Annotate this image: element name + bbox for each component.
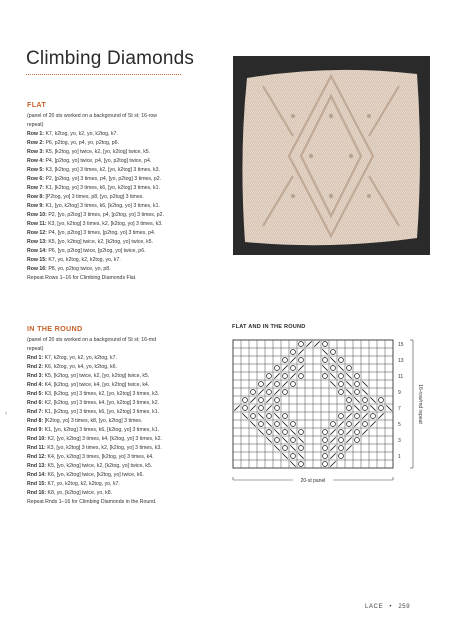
row-label: Row 11: <box>27 221 47 227</box>
row-text: K1, [yo, k2tog] 3 times, k6, [k2tog, yo] 3 times, k1. <box>44 427 160 433</box>
flat-instructions <box>27 112 227 283</box>
row-text: K5, [yo, k2tog] twice, k2, [k2tog, yo] twice, k5. <box>47 463 153 469</box>
chart-title: FLAT AND IN THE ROUND <box>232 324 306 330</box>
row-text: K6, k2tog, yo, k4, yo, k2tog, k6. <box>44 364 117 370</box>
row-label: Rnd 11: <box>27 445 46 451</box>
knitted-swatch-photo <box>233 56 430 255</box>
row-text: P4, [yo, p2tog] 3 times, [p2tog, yo] 3 times, p4. <box>48 230 156 236</box>
instruction-line <box>27 336 227 345</box>
row-label: Rnd 1: <box>27 355 44 361</box>
row-text: K3, [yo, k2tog] 3 times, k2, [k2tog, yo] 3 times, k3. <box>48 221 163 227</box>
row-label: Row 13: <box>27 239 47 245</box>
row-label: Rnd 8: <box>27 418 44 424</box>
row-label: Row 9: <box>27 203 45 209</box>
row-text: K7, yo, k2tog, k2, k2tog, yo, k7. <box>48 257 121 263</box>
row-text: K6, [yo, k2tog] twice, [k2tog, yo] twice, k6. <box>47 472 144 478</box>
row-label: Rnd 16: <box>27 490 47 496</box>
row-text: K2, [yo, k2tog] 3 times, k4, [k2tog, yo] 3 times, k2. <box>47 436 162 442</box>
row-label: Rnd 7: <box>27 409 44 415</box>
instruction-line <box>27 184 227 193</box>
row-text: (panel of 20 sts worked on a background of St st; 16-row <box>27 113 158 119</box>
instruction-line <box>27 265 227 274</box>
instruction-line <box>27 399 227 408</box>
instruction-line <box>27 175 227 184</box>
instruction-line <box>27 408 227 417</box>
page-title: Climbing Diamonds <box>26 48 195 69</box>
instruction-line <box>27 444 227 453</box>
knitting-chart <box>231 338 431 498</box>
row-label: Row 16: <box>27 266 47 272</box>
row-text: K8, yo, [k2tog] twice, yo, k8. <box>47 490 113 496</box>
row-text: K7, k2tog, yo, k2, yo, k2tog, k7. <box>45 131 118 137</box>
instruction-line <box>27 498 227 507</box>
instruction-line <box>27 471 227 480</box>
row-text: K3, [yo, k2tog] 3 times, k2, [k2tog, yo] 3 times, k3. <box>47 445 162 451</box>
instruction-line <box>27 363 227 372</box>
row-label: Rnd 15: <box>27 481 47 487</box>
row-label: Row 1: <box>27 131 45 137</box>
instruction-line <box>27 238 227 247</box>
row-text: K1, [k2tog, yo] 3 times, k6, [yo, k2tog] 3 times, k1. <box>44 409 160 415</box>
instruction-line <box>27 489 227 498</box>
instruction-line <box>27 211 227 220</box>
instruction-line <box>27 426 227 435</box>
row-label: Rnd 5: <box>27 391 44 397</box>
instruction-line <box>27 247 227 256</box>
row-label: Row 6: <box>27 176 45 182</box>
in-the-round-heading: IN THE ROUND <box>27 324 83 333</box>
row-label: Row 14: <box>27 248 47 254</box>
row-label: Rnd 6: <box>27 400 44 406</box>
instruction-line <box>27 390 227 399</box>
row-text: repeat) <box>27 346 44 352</box>
page-number: 259 <box>398 604 411 610</box>
row-text: K5, [k2tog, yo] twice, k2, [yo, k2tog] twice, k5. <box>44 373 150 379</box>
instruction-line <box>27 130 227 139</box>
instruction-line <box>27 166 227 175</box>
row-label: Row 3: <box>27 149 45 155</box>
row-text: P6, p2tog, yo, p4, yo, p2tog, p6. <box>45 140 120 146</box>
row-text: Repeat Rows 1–16 for Climbing Diamonds Flat. <box>27 275 137 281</box>
flat-heading: FLAT <box>27 100 47 109</box>
instruction-line <box>27 121 227 130</box>
page-footer <box>365 604 414 610</box>
row-label: Row 8: <box>27 194 45 200</box>
in-the-round-instructions <box>27 336 227 507</box>
row-text: K2, [k2tog, yo] 3 times, k4, [yo, k2tog] 3 times, k2. <box>44 400 160 406</box>
row-text: K4, [yo, k2tog] 3 times, [k2tog, yo] 3 times, k4. <box>47 454 154 460</box>
row-text: [P2tog, yo] 3 times, p8, [yo, p2tog] 3 times. <box>45 194 144 200</box>
instruction-line <box>27 139 227 148</box>
row-label: Rnd 12: <box>27 454 47 460</box>
panel-label: 20-st panel <box>300 478 326 484</box>
row-label: Row 10: <box>27 212 47 218</box>
row-text: (panel of 20 sts worked on a background of St st; 16-rnd <box>27 337 157 343</box>
instruction-line <box>27 274 227 283</box>
instruction-line <box>27 462 227 471</box>
instruction-line <box>27 256 227 265</box>
row-label: Row 5: <box>27 167 45 173</box>
instruction-line <box>27 157 227 166</box>
instruction-line <box>27 193 227 202</box>
row-number-label: 7 <box>398 406 401 412</box>
row-text: [K2tog, yo] 3 times, k8, [yo, k2tog] 3 times. <box>44 418 143 424</box>
row-label: Rnd 2: <box>27 364 44 370</box>
row-text: K7, yo, k2tog, k2, k2tog, yo, k7. <box>47 481 120 487</box>
instruction-line <box>27 354 227 363</box>
row-text: K4, [k2tog, yo] twice, k4, [yo, k2tog] twice, k4. <box>44 382 150 388</box>
title-divider <box>26 74 181 75</box>
row-label: Rnd 10: <box>27 436 47 442</box>
row-text: K3, [k2tog, yo] 3 times, k2, [yo, k2tog] 3 times, k3. <box>44 391 160 397</box>
row-label: Row 2: <box>27 140 45 146</box>
instruction-line <box>27 229 227 238</box>
row-label: Row 7: <box>27 185 45 191</box>
row-label: Rnd 4: <box>27 382 44 388</box>
row-text: P8, yo, p2tog twice, yo, p8. <box>48 266 111 272</box>
row-text: repeat) <box>27 122 44 128</box>
instruction-line <box>27 345 227 354</box>
footer-bullet: • <box>389 604 393 610</box>
row-text: K5, [yo, k2tog] twice, k2, [k2tog, yo] twice, k5. <box>48 239 154 245</box>
row-label: Rnd 14: <box>27 472 47 478</box>
instruction-line <box>27 453 227 462</box>
row-number-label: 11 <box>398 374 404 380</box>
row-text: K7, k2tog, yo, k2, yo, k2tog, k7. <box>44 355 117 361</box>
row-number-label: 3 <box>398 438 401 444</box>
row-label: Rnd 3: <box>27 373 44 379</box>
row-text: P2, [yo, p2tog] 3 times, p4, [p2tog, yo] 3 times, p2. <box>48 212 164 218</box>
row-number-label: 9 <box>398 390 401 396</box>
row-label: Rnd 13: <box>27 463 47 469</box>
instruction-line <box>27 202 227 211</box>
row-text: P4, [p2tog, yo] twice, p4, [yo, p2tog] twice, p4. <box>45 158 152 164</box>
instruction-line <box>27 480 227 489</box>
instruction-line <box>27 220 227 229</box>
footer-section: LACE <box>365 604 384 610</box>
repeat-label: 16-row/rnd repeat <box>417 384 423 424</box>
row-label: Row 4: <box>27 158 45 164</box>
row-number-label: 1 <box>398 454 401 460</box>
row-text: Repeat Rnds 1–16 for Climbing Diamonds in the Round. <box>27 499 157 505</box>
instruction-line <box>27 372 227 381</box>
row-label: Row 12: <box>27 230 47 236</box>
instruction-line <box>27 417 227 426</box>
row-text: K5, [k2tog, yo] twice, k2, [yo, k2tog] twice, k5. <box>45 149 151 155</box>
margin-mark: ‹ <box>5 410 8 417</box>
row-text: P6, [yo, p2tog] twice, [p2tog, yo] twice, p6. <box>48 248 146 254</box>
row-text: K1, [yo, k2tog] 3 times, k6, [k2tog, yo] 3 times, k1. <box>45 203 160 209</box>
row-number-label: 13 <box>398 358 404 364</box>
instruction-line <box>27 381 227 390</box>
row-text: P2, [p2tog, yo] 3 times, p4, [yo, p2tog] 3 times, p2. <box>45 176 162 182</box>
row-label: Row 15: <box>27 257 47 263</box>
instruction-line <box>27 148 227 157</box>
row-label: Rnd 9: <box>27 427 44 433</box>
row-number-label: 5 <box>398 422 401 428</box>
instruction-line <box>27 435 227 444</box>
row-text: K1, [k2tog, yo] 3 times, k6, [yo, k2tog] 3 times, k1. <box>45 185 160 191</box>
row-text: K3, [k2tog, yo] 3 times, k2, [yo, k2tog] 3 times, k3. <box>45 167 160 173</box>
instruction-line <box>27 112 227 121</box>
row-number-label: 15 <box>398 342 404 348</box>
